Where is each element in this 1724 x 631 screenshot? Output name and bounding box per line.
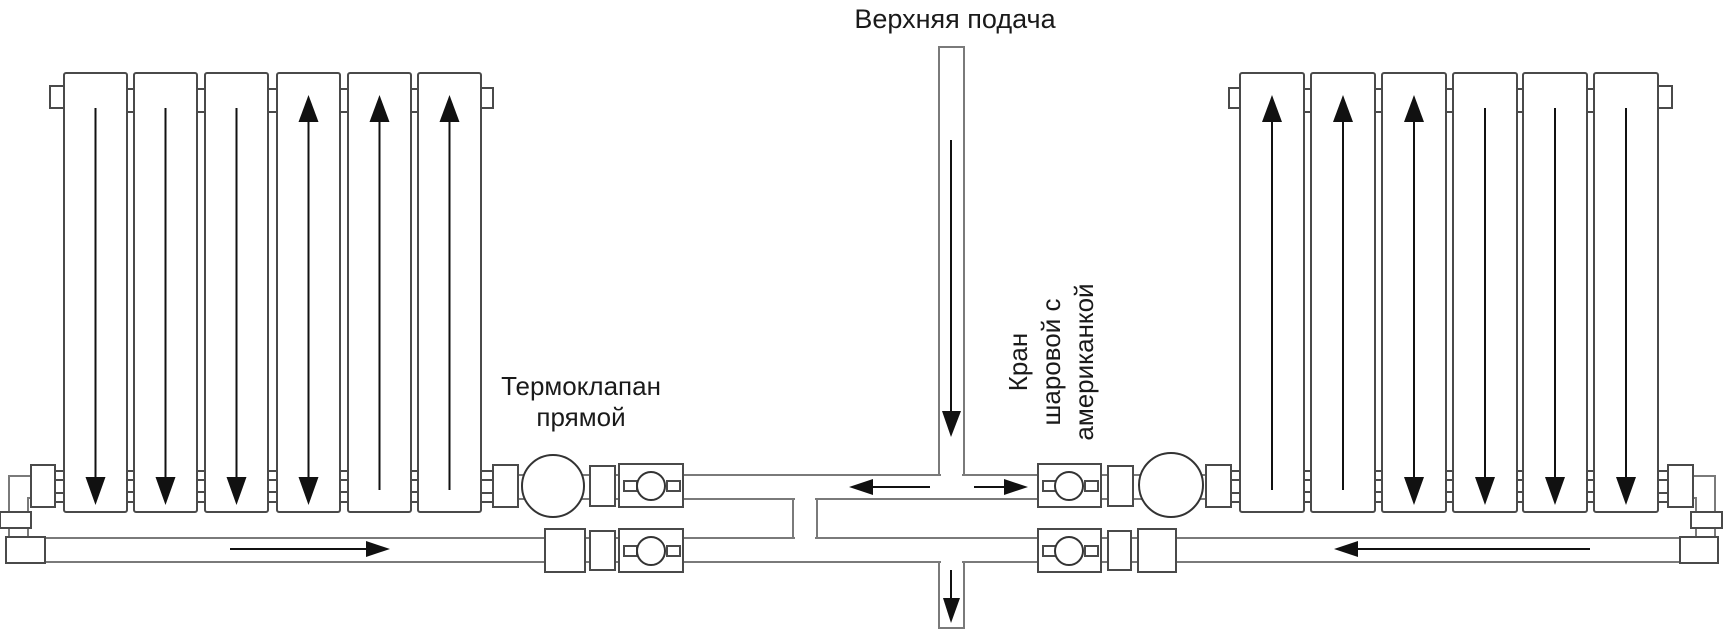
ball-valve-lower-left-icon bbox=[619, 529, 683, 572]
label-ball-valve-line2: шаровой с bbox=[1036, 298, 1066, 426]
radiator-left bbox=[50, 73, 493, 512]
fitting-upper-right-b bbox=[1206, 465, 1231, 507]
label-thermo-valve bbox=[456, 371, 706, 433]
fitting-lower-right-b bbox=[1138, 529, 1176, 572]
fitting-lower-left-b bbox=[590, 531, 615, 570]
radiator-right bbox=[1229, 73, 1672, 512]
fitting-upper-right-a bbox=[1108, 466, 1133, 506]
union-left bbox=[0, 512, 31, 528]
ball-valve-upper-left-icon bbox=[619, 464, 683, 507]
fitting-upper-left-a bbox=[493, 465, 518, 507]
fitting-upper-left-b bbox=[590, 466, 615, 506]
corner-left bbox=[6, 537, 45, 563]
thermo-valve-right-icon bbox=[1139, 453, 1203, 517]
ball-valve-lower-right-icon bbox=[1038, 529, 1101, 572]
radiators bbox=[50, 73, 1672, 512]
label-ball-valve bbox=[1002, 252, 1102, 472]
thermo-valve-left-icon bbox=[522, 455, 584, 517]
fitting-left-return bbox=[31, 465, 55, 507]
right-elbow-pipe bbox=[1691, 476, 1715, 539]
label-upper-supply: Верхняя подача bbox=[854, 4, 1056, 34]
label-ball-valve-line3: американкой bbox=[1069, 283, 1099, 441]
corner-right bbox=[1680, 537, 1718, 563]
label-ball-valve-line1: Кран bbox=[1003, 332, 1033, 392]
label-thermo-valve-line1: Термоклапан bbox=[501, 371, 661, 401]
fitting-lower-left-a bbox=[545, 529, 585, 572]
left-elbow-pipe bbox=[9, 476, 33, 539]
fitting-right-return bbox=[1668, 465, 1693, 507]
fitting-lower-right-a bbox=[1108, 531, 1131, 570]
label-thermo-valve-line2: прямой bbox=[536, 402, 626, 432]
union-right bbox=[1691, 512, 1722, 528]
bypass-pipe bbox=[793, 497, 817, 540]
